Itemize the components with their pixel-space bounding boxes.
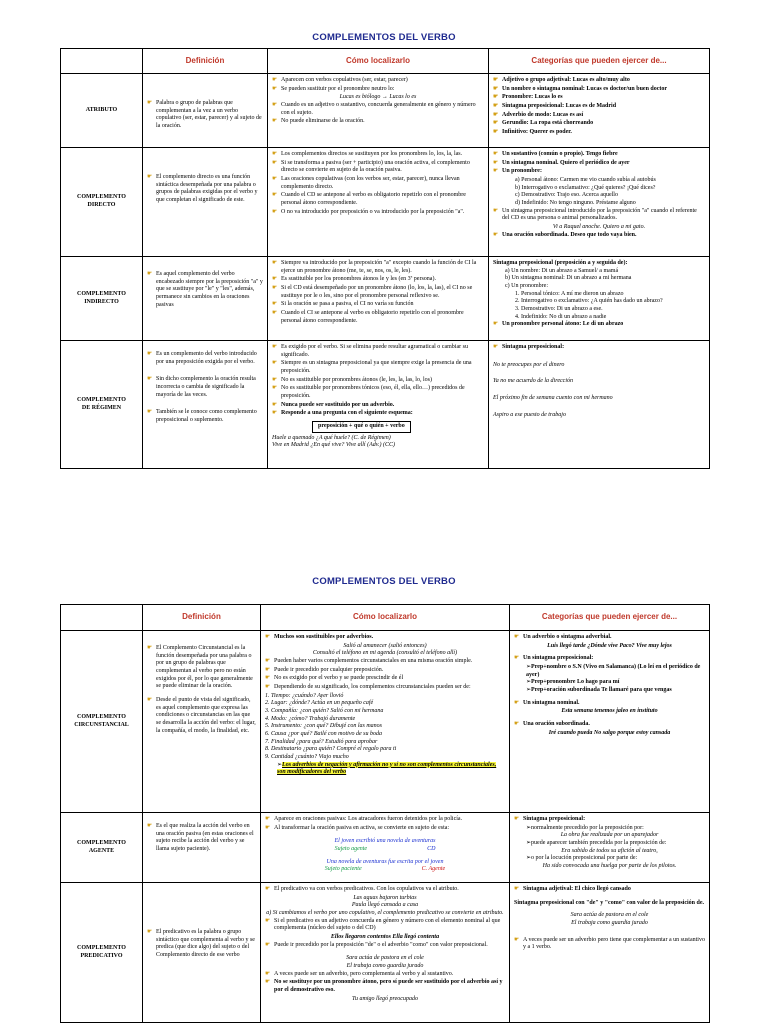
definicion-cell: ☛ El Complemento Circunstancial es la función desempeñada por una palabra o por un grupo de palabras que complementan al verbo pero no están exigidos por él, por lo que generalmente se puede eliminar de la oración. ☛ Desde el punto de vista del significado, es aquel complemento que expresa las condiciones o circunstancias en las que se desarrolla la acción del verbo: el lugar, la compañía, el modo, la finalidad, etc. — [143, 631, 261, 813]
header-categorias: Categorías que pueden ejercer de... — [510, 605, 710, 631]
localizar-cell: ☛ Es exigido por el verbo. Si se elimina puede resultar agramatical o cambiar su significado. ☛ Siempre es un sintagma preposicional ya que siempre exige la presencia de una preposición. ☛ No es sustituible por pronombres átonos (le, les, la, las, lo, los) ☛ No es sustituible por pronombres tónicos (eso, él, ella, ello…) precedidos de preposición. ☛ Nunca puede ser sustituido por un adverbio. ☛ Responde a una pregunta con el siguiente esquema: preposición + qué o quién + verbo Huele a quemado ¿A qué huele? (C. de Régimen) Vive en Madrid ¿En qué vive? Vive allí (Adv.) (CC) — [268, 341, 489, 469]
categorias-cell: ☛ Sintagma preposicional: No te preocupes por el dinero Ya no me acuerdo de la dirección El próximo fin de semana cuento con mi hermano Aspiro a ese puesto de trabajo — [489, 341, 710, 469]
categorias-cell: ☛ Un adverbio o sintagma adverbial. Luis llegó tarde ¿Dónde vive Paco? Vive muy lejos ☛ Un sintagma preposicional: ➢ Prep+nombre o S.N (Vivo en Salamanca) (Lo leí en el periódico de ayer) ➢ Prep+pronombre Lo hago para mí ➢ Prep+oración subordinada Te llamaré para que vengas ☛ Un sintagma nominal. Esta semana tenemos jaleo en instituto ☛ Una oración subordinada. Iré cuando pueda No salgo porque estoy cansada — [510, 631, 710, 813]
definicion-cell: ☛ Es el que realiza la acción del verbo en una oración pasiva (en estas oraciones el sujeto recibe la acción del verbo y se llama sujeto paciente). — [143, 813, 261, 883]
definicion-cell: ☛ Es aquel complemento del verbo encabezado siempre por la preposición "a" y que se sustituye por "le" y "les", además, permanece sin cambios en la oraciones pasivas — [143, 257, 268, 341]
categorias-cell: ☛ Sintagma adjetival: El chico llegó cansado Sintagma preposicional con "de" y "como" con valor de la preposición de. Sara actúa de pastora en el cole El trabaja como guardia jurado ☛ A veces puede ser un adverbio pero tiene que complementar a un sustantivo y a 1 verbo. — [510, 883, 710, 1023]
row-label: COMPLEMENTO PREDICATIVO — [61, 883, 143, 1023]
page-title-2: COMPLEMENTOS DEL VERBO — [312, 576, 456, 587]
table-row — [61, 148, 710, 257]
header-empty — [61, 49, 143, 74]
categorias-cell: Sintagma preposicional (preposición a y seguida de): a) Un nombre: Di un abrazo a Samuel/ a mamá b) Un sintagma nominal: Di un abrazo a mi hermana c) Un pronombre: 1. Personal tónico: A mí me dieron un abrazo 2. Interrogativo o exclamativo: ¿A quién has dado un abrazo? 3. Demostrativo: Di un abrazo a ese. 4. Indefinido: No di un abrazo a nadie ☛ Un pronombre personal átono: Le di un abrazo — [489, 257, 710, 341]
header-como-localizarlo: Cómo localizarlo — [261, 605, 510, 631]
header-categorias: Categorías que pueden ejercer de... — [489, 49, 710, 74]
header-definicion: Definición — [143, 49, 268, 74]
localizar-cell: ☛ Aparece en oraciones pasivas: Los atracadores fueron detenidos por la policía. ☛ Al transformar la oración pasiva en activa, se convierte en sujeto de esta: El joven escribió una novela de aventuras Sujeto agente CD Una novela de aventuras fue escrita por el joven Sujeto paciente C. Agente — [261, 813, 510, 883]
row-label: COMPLEMENTO AGENTE — [61, 813, 143, 883]
row-label: ATRIBUTO — [61, 74, 143, 148]
localizar-cell: ☛ El predicativo va con verbos predicativos. Con los copulativos va el atributo. Las aguas bajaron turbias Paula llegó cansada a casa a) Si cambiamos el verbo por uno copulativo, el complemento predicativo se convierte en atributo. ☛ Si el predicativo es un adjetivo concuerda en género y número con el elemento nominal al que complementa (núcleo del sujeto o del CD) Ellos llegaron contentos Ella llegó contenta ☛ Puede ir precedido por la preposición "de" o el adverbio "como" con valor preposicional. Sara actúa de pastora en el cole El trabaja como guardia jurado ☛ A veces puede ser un adverbio, pero complementa al verbo y al sustantivo. ☛ No se sustituye por un pronombre átono, pero sí puede ser sustituido por el adverbio así y por el demostrativo eso. Tu amigo llegó preocupado — [261, 883, 510, 1023]
definicion-cell: ☛ Es un complemento del verbo introducido por una preposición exigida por el verbo. ☛ Sin dicho complemento la oración resulta incorrecta o cambia de significado la mayoría de las veces. ☛ También se le conoce como complemento preposicional o suplemento. — [143, 341, 268, 469]
complementos-table-1 — [60, 48, 710, 469]
row-label: COMPLEMENTO DIRECTO — [61, 148, 143, 257]
complementos-table-2 — [60, 604, 710, 1023]
categorias-cell: ☛ Un sustantivo (común o propio). Tengo fiebre ☛ Un sintagma nominal. Quiero el periódico de ayer ☛ Un pronombre: a) Personal átono: Carmen me vio cuando subía al autobús b) Interrogativo o exclamativo: ¿Qué quieres? ¡Qué dices? c) Demostrativo: Trajo eso. Acerca aquello d) Indefinido: No tengo ninguno. Préstame alguno ☛ Un sintagma preposicional introducido por la preposición "a" cuando el referente del CD es una persona o animal personalizados. Vi a Raquel anoche. Quiero a mi gato. ☛ Una oración subordinada. Deseo que todo vaya bien. — [489, 148, 710, 257]
table-row — [61, 74, 710, 148]
localizar-cell: ☛ Siempre va introducido por la preposición "a" excepto cuando la función de CI la ejerce un pronombre átono (me, te, se, nos, os, le, les). ☛ Es sustituible por los pronombres átonos le y les (en 3ª persona). ☛ Si el CD está desempeñado por un pronombre átono (lo, los, la, las), el CI no se sustituye por le o les, sino por el pronombre personal reflexivo se. ☛ Si la oración se pasa a pasiva, el CI no varía su función ☛ Cuando el CI se antepone al verbo es obligatorio repetirlo con el pronombre personal átono correspondiente. — [268, 257, 489, 341]
header-empty — [61, 605, 143, 631]
localizar-cell: ☛ Los complementos directos se sustituyen por los pronombres lo, los, la, las. ☛ Si se transforma a pasiva (ser + participio) una oración activa, el complemento directo se convierte en sujeto de la oración pasiva. ☛ Las oraciones copulativas (con los verbos ser, estar, parecer), nunca llevan complemento directo. ☛ Cuando el CD se antepone al verbo es obligatorio repetirlo con el pronombre personal átono correspondiente. ☛ O no va introducido por preposición o va introducido por la preposición "a". — [268, 148, 489, 257]
table-row — [61, 883, 710, 1023]
header-definicion: Definición — [143, 605, 261, 631]
definicion-cell: ☛ Palabra o grupo de palabras que complementan a la vez a un verbo copulativo (ser, estar, parecer) y al sujeto de la oración. — [143, 74, 268, 148]
definicion-cell: ☛ El predicativo es la palabra o grupo sintáctico que complementa al verbo y se predica (que dice algo) del sujeto o del Complemento directo de ese verbo — [143, 883, 261, 1023]
definicion-cell: ☛ El complemento directo es una función sintáctica desempeñada por una palabra o grupos de palabras exigidas por el verbo y que completan el significado de este. — [143, 148, 268, 257]
categorias-cell: ☛ Adjetivo o grupo adjetival: Lucas es alto/muy alto ☛ Un nombre o sintagma nominal: Lucas es doctor/un buen doctor ☛ Pronombre: Lucas lo es ☛ Sintagma preposicional: Lucas es de Madrid ☛ Adverbio de modo: Lucas es así ☛ Gerundio: La ropa está chorreando ☛ Infinitivo: Querer es poder. — [489, 74, 710, 148]
row-label: COMPLEMENTO CIRCUNSTANCIAL — [61, 631, 143, 813]
row-label: COMPLEMENTO INDIRECTO — [61, 257, 143, 341]
table-row — [61, 813, 710, 883]
table-row — [61, 257, 710, 341]
localizar-cell: ☛ Muchos son sustituibles por adverbios. Salió al amanecer (salió entonces) Consultó el teléfono en mi agenda (consultó el teléfono allí) ☛ Pueden haber varios complementos circunstanciales en una misma oración simple. ☛ Puede ir precedido por cualquier preposición. ☛ No es exigido por el verbo y se puede prescindir de él ☛ Dependiendo de su significado, los complementos circunstanciales pueden ser de: 1. Tiempo: ¿cuándo? Ayer llovió 2. Lugar: ¿dónde? Actúa en un pequeño café 3. Compañía: ¿con quién? Salió con mi hermana 4. Modo: ¿cómo? Trabajó duramente 5. Instrumento: ¿con qué? Dibujé con las manos 6. Causa ¿por qué? Bailé con motivo de su boda 7. Finalidad ¿para qué? Estudió para aprobar 8. Destinatario ¿para quién? Compré el regalo para ti 9. Cantidad ¿cuánto? Viajo mucho ➢ Los adverbios de negación y afirmación no y sí no son complementos circunstanciales, son modificadores del verbo — [261, 631, 510, 813]
localizar-cell: ☛ Aparecen con verbos copulativos (ser, estar, parecer) ☛ Se pueden sustituir por el pronombre neutro lo: Lucas es biólogo → Lucas lo es ☛ Cuando es un adjetivo o sustantivo, concuerda generalmente en género y número con el sujeto. ☛ No puede eliminarse de la oración. — [268, 74, 489, 148]
table-row — [61, 631, 710, 813]
page-title-1: COMPLEMENTOS DEL VERBO — [312, 32, 456, 43]
row-label: COMPLEMENTO DE RÉGIMEN — [61, 341, 143, 469]
header-como-localizarlo: Cómo localizarlo — [268, 49, 489, 74]
preposicion-esquema-box: preposición + qué o quién + verbo — [312, 421, 411, 433]
table-row — [61, 341, 710, 469]
highlighted-note: Los adverbios de negación y afirmación no y sí no son complementos circunstanciales, son modificadores del verbo — [277, 761, 497, 776]
categorias-cell: ☛ Sintagma preposicional: ➢ normalmente precedido por la preposición por: La obra fue realizada por un aparejador ➢ puede aparecer también precedida por la preposición de: Era sabido de todos su afición al teatro, ➢ o por la locución preposicional por parte de: Ha sido convocada una huelga por parte de los pilotos. — [510, 813, 710, 883]
